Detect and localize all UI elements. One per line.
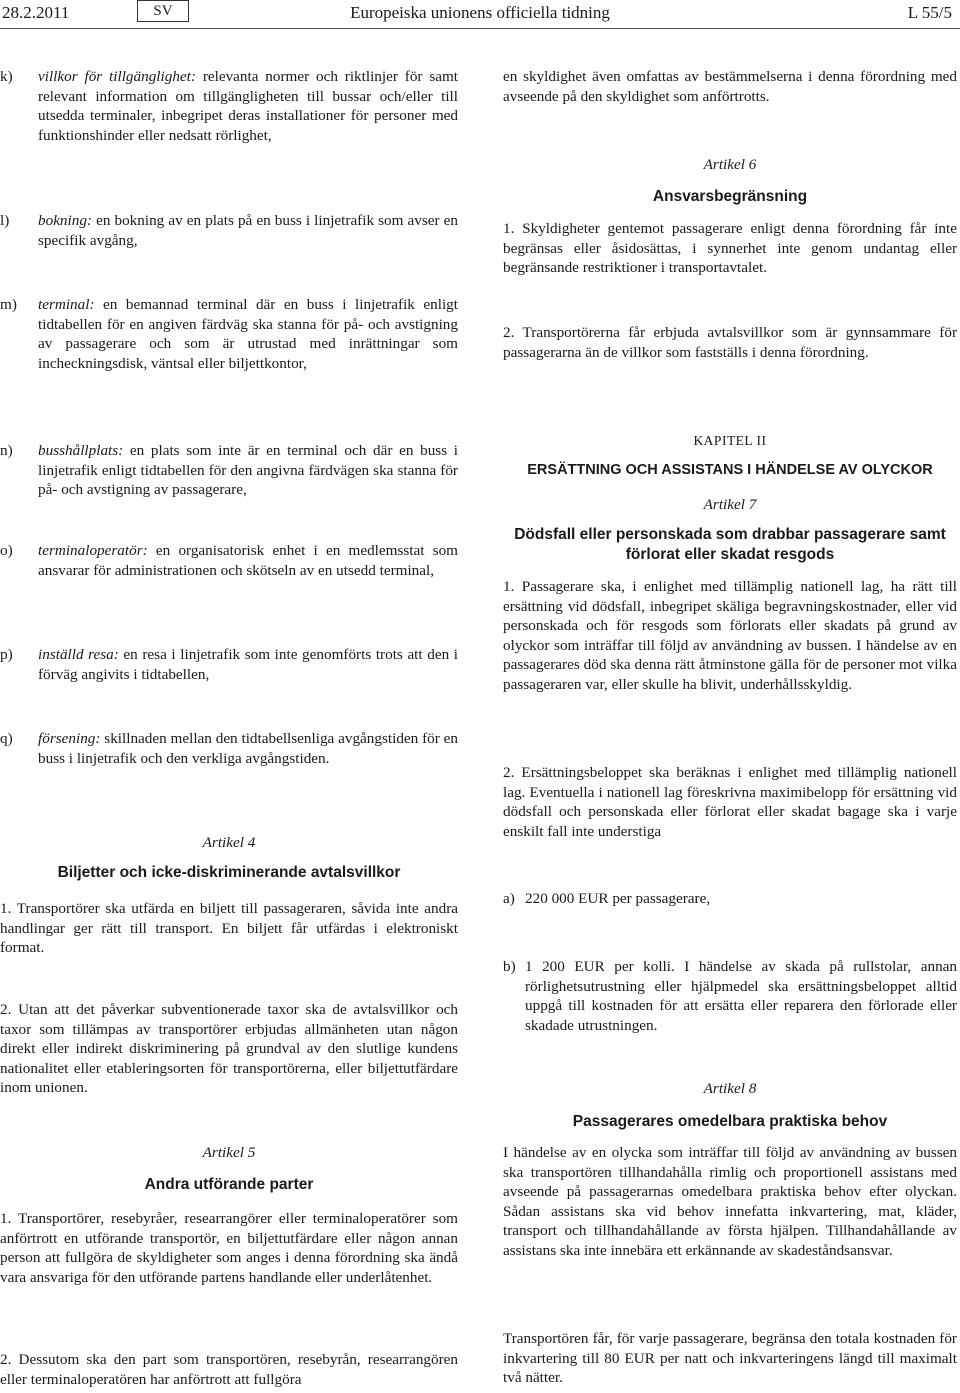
article-6-para-2: 2. Transportörerna får erbjuda avtalsvillkor som är gynnsammare för passagerarna än de villkor som fastställs i denna förordning. (503, 324, 957, 361)
definition-term: terminal: (38, 296, 95, 313)
article-7-para-1: 1. Passagerare ska, i enlighet med tillämplig nationell lag, ha rätt till ersättning vid dödsfall, inbegripet skäliga begravningskostnader, eller vid personskada och för resgods som förlorats eller skadats på grund av olyckor som inträffar till följd av användning av bussen. I händelse av en passagerares död ska denna rätt åtminstone gälla för de personer mot vilka passageraren var, eller skulle ha blivit, underhållsskyldig. (503, 578, 957, 693)
article-8-para-2: Transportören får, för varje passagerare, begränsa den totala kostnaden för inkvartering till 80 EUR per natt och inkvarteringens längd till maximalt två nätter. (503, 1330, 957, 1386)
definition-n (0, 441, 458, 500)
article-7-point-b (503, 957, 957, 1035)
chapter-title: ERSÄTTNING OCH ASSISTANS I HÄNDELSE AV OLYCKOR (527, 462, 933, 478)
continuation-text: en skyldighet även omfattas av bestämmelserna i denna förordning med avseende på den skyldighet som anförtrotts. (503, 68, 957, 105)
language-badge: SV (137, 0, 189, 22)
definition-text: en organisatorisk enhet i en medlemsstat som ansvarar för administrationen och skötseln av en utsedd terminal, (38, 542, 458, 579)
article-7-para-2: 2. Ersättningsbeloppet ska beräknas i enlighet med tillämplig nationell lag. Eventuella i nationell lag föreskrivna maximibelopp för ersättning vid dödsfall och personskada eller förlorat eller skadat bagage ska i varje enskilt fall inte understiga (503, 764, 957, 840)
chapter-label: KAPITEL II (693, 433, 767, 448)
publication-date: 28.2.2011 (2, 3, 70, 22)
definition-text: relevanta normer och riktlinjer för samt relevant information om tillgängligheten till bussar och/eller till utsedda terminaler, inbegripet deras installationer för personer med funktionshinder eller nedsatt rörlighet, (38, 68, 458, 144)
definition-o (0, 541, 458, 580)
definition-text: en bokning av en plats på en buss i linjetrafik som avser en specifik avgång, (38, 212, 458, 249)
item-label: l) (0, 212, 10, 229)
article-6-heading: Artikel 6 (703, 156, 757, 173)
article-7-title: Dödsfall eller personskada som drabbar passagerare samt förlorat eller skadat resgods (514, 526, 946, 563)
article-8-para-1: I händelse av en olycka som inträffar till följd av användning av bussen ska transportören tillhandahålla rimlig och proportionell assistans med avseende på passagerarnas omedelbara praktiska behov efter olyckan. Sådan assistans ska vid behov innefatta inkvartering, mat, kläder, transport och tillhandahållande av första hjälpen. Tillhandahållande av assistans ska inte innebära ett erkännande av skadeståndsansvar. (503, 1144, 957, 1259)
article-5-para-1: 1. Transportörer, resebyråer, researrangörer eller terminaloperatörer som anförtrott en utförande transportör, en biljettutfärdare eller någon annan person att fullgöra de skyldigheter som anges i denna förordning ska ändå vara ansvariga för den utförande partens handlande eller underlåtenhet. (0, 1210, 458, 1286)
article-8-heading: Artikel 8 (703, 1080, 757, 1097)
article-7-point-a (503, 889, 957, 909)
definition-term: terminaloperatör: (38, 542, 148, 559)
point-text: 220 000 EUR per passagerare, (525, 890, 711, 907)
definition-term: villkor för tillgänglighet: (38, 68, 196, 85)
journal-title: Europeiska unionens officiella tidning (350, 3, 610, 22)
definition-text: skillnaden mellan den tidtabellsenliga avgångstiden för en buss i linjetrafik och den verkliga avgångstiden. (38, 730, 458, 767)
definition-text: en bemannad terminal där en buss i linjetrafik enligt tidtabellen för en angiven färdväg ska stanna för på- och avstigning av passagerare och som är utrustad med inrättningar som incheckningsdisk, väntsal eller biljettkontor, (38, 296, 458, 372)
article-4-para-1: 1. Transportörer ska utfärda en biljett till passageraren, såvida inte andra handlingar ger rätt till transport. En biljett får utfärdas i elektroniskt format. (0, 900, 458, 956)
definition-term: försening: (38, 730, 101, 747)
definition-term: bokning: (38, 212, 92, 229)
definition-text: en plats som inte är en terminal och där en buss i linjetrafik enligt tidtabellen för den angivna färdvägen ska stanna för på- och avstigning av passagerare, (38, 442, 458, 498)
article-8-title: Passagerares omedelbara praktiska behov (572, 1113, 888, 1130)
article-7-heading: Artikel 7 (703, 496, 757, 513)
article-5-heading: Artikel 5 (202, 1144, 256, 1161)
page-number: L 55/5 (907, 3, 952, 22)
article-4-para-2: 2. Utan att det påverkar subventionerade taxor ska de avtalsvillkor och taxor som tillämpas av transportörer erbjudas allmänheten utan någon direkt eller indirekt diskriminering på grundval av den slutlige kundens nationalitet eller etableringsorten för transportörerna, eller biljettutfärdare inom unionen. (0, 1001, 458, 1096)
definition-k (0, 67, 458, 145)
definition-term: busshållplats: (38, 442, 124, 459)
point-label: a) (503, 890, 515, 907)
definition-p (0, 645, 458, 684)
article-6-para-1: 1. Skyldigheter gentemot passagerare enligt denna förordning får inte begränsas eller åsidosättas, i synnerhet inte genom undantag eller begränsande restriktioner i transportavtalet. (503, 220, 957, 276)
definition-l (0, 211, 458, 250)
definition-term: inställd resa: (38, 646, 119, 663)
definition-text: en resa i linjetrafik som inte genomförts trots att den i förväg angivits i tidtabellen, (38, 646, 458, 683)
definition-q (0, 729, 458, 768)
article-5-para-2: 2. Dessutom ska den part som transportören, resebyrån, researrangören eller terminaloperatören har anförtrott att fullgöra (0, 1351, 458, 1388)
article-4-heading: Artikel 4 (202, 834, 256, 851)
page-header (0, 0, 960, 30)
item-label: p) (0, 646, 13, 663)
point-label: b) (503, 958, 516, 975)
point-text: 1 200 EUR per kolli. I händelse av skada på rullstolar, annan rörlighetsutrustning eller hjälpmedel ska ersättningsbeloppet alltid uppgå till kostnaden för att ersätta eller reparera den förlorade eller skadade utrustningen. (525, 958, 957, 1034)
article-4-title: Biljetter och icke-diskriminerande avtalsvillkor (57, 864, 401, 881)
item-label: n) (0, 442, 13, 459)
item-label: m) (0, 296, 17, 313)
item-label: k) (0, 68, 13, 85)
article-6-title: Ansvarsbegränsning (652, 188, 808, 205)
article-5-title: Andra utförande parter (144, 1176, 314, 1193)
item-label: q) (0, 730, 13, 747)
definition-m (0, 295, 458, 373)
header-rule (0, 28, 960, 29)
item-label: o) (0, 542, 13, 559)
